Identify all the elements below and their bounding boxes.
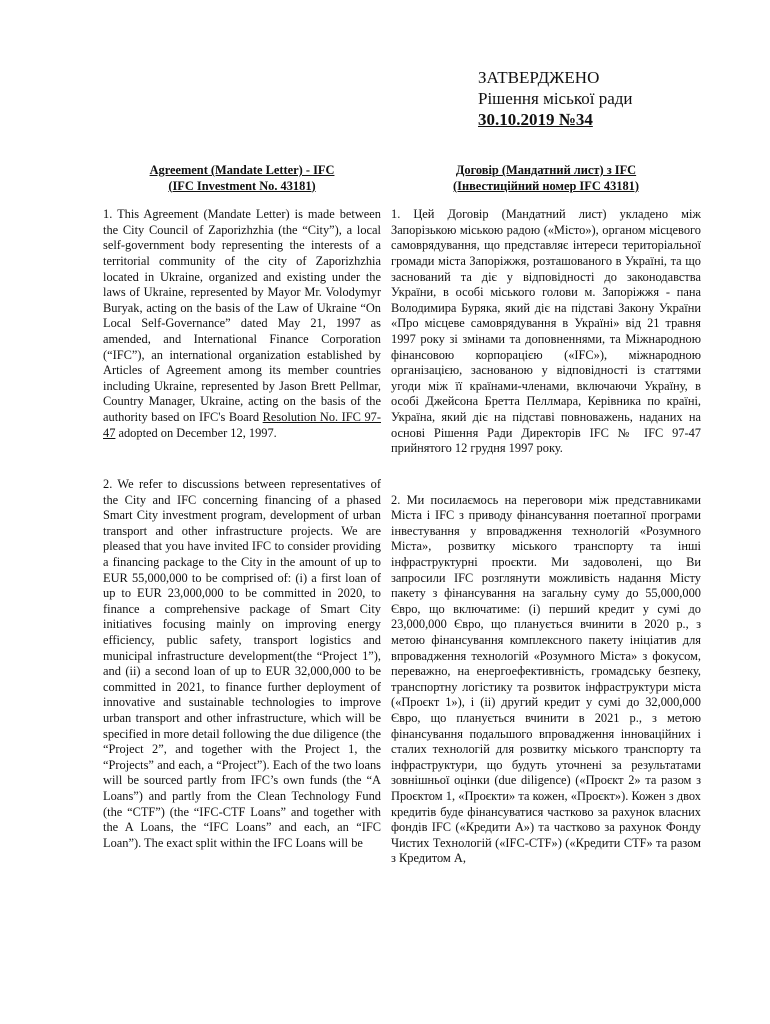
english-paragraph-1 xyxy=(103,207,381,441)
english-heading-line2: (IFC Investment No. 43181) xyxy=(168,178,316,193)
approval-stamp xyxy=(478,67,633,130)
english-heading-line1: Agreement (Mandate Letter) - IFC xyxy=(149,163,335,177)
approval-date: 30.10.2019 №34 xyxy=(478,110,593,129)
approval-decision: Рішення міської ради xyxy=(478,89,633,108)
ukrainian-heading-line1: Договір (Мандатний лист) з IFC xyxy=(455,163,637,177)
english-paragraph-1-end: adopted on December 12, 1997. xyxy=(115,425,277,440)
ukrainian-heading xyxy=(391,163,701,194)
ukrainian-paragraph-2: 2. Ми посилаємось на переговори між представниками Міста і IFC з приводу фінансування поетапної програми інвестування у впровадження технологій «Розумного Міста», розвитку міського транспорту та інші інфраструктурні проєкти. Ми задоволені, що Ви запросили IFC розглянути можливість надання Місту пакету з фінансування на загальну суму до 55,000,000 Євро, що включатиме: (i) перший кредит у сумі до 23,000,000 Євро, що планується вчинити в 2020 р., з метою фінансування комплексного пакету ініціатив для впровадження технологій «Розумного Міста» з фокусом, переважно, на енергоефективність, громадську безпеку, транспортну логістику та розвиток інфраструктури міста («Проєкт 1»), і (ii) другий кредит у сумі до 32,000,000 Євро, що планується вчинити в 2021 р., з метою фінансування подальшого впровадження інноваційних і сталих технологій для розвитку міського транспорту та інфраструктури, що будуть уточнені за результатами зовнішньої оцінки (due diligence) («Проєкт 2» та разом з Проєктом 1, «Проєкти» та кожен, «Проєкт»). Кожен з двох кредитів буде фінансуватися частково за рахунок власних фондів IFC («Кредити А») та частково за рахунок Фонду Чистих Технологій («IFC-CTF») («Кредити CTF» та разом з Кредитом А, xyxy=(391,492,701,866)
resolution-reference: Resolution No. IFC 97-47 xyxy=(103,409,381,440)
english-heading xyxy=(103,163,381,194)
ukrainian-paragraph-1: 1. Цей Договір (Мандатний лист) укладено між Запорізькою міською радою («Місто»), органом місцевого самоврядування, що представляє інтереси територіальної громади міста Запоріжжя, розташованого в Україні, та що заснований та діє у відповідності до законодавства України, в особі міського голови м. Запоріжжя - пана Володимира Буряка, який діє на підставі Закону України «Про місцеве самоврядування в Україні» від 21 травня 1997 року зі змінами та доповненнями, та Міжнародною фінансовою корпорацією («IFC»), міжнародною організацією, заснованою у відповідності із статтями угоди між її країнами-членами, включаючи Україну, в особі Джейсона Бретта Пеллмара, Керівника по країні, Україна, який діє на підставі повноважень, наданих на основі Рішення Ради Директорів IFC № IFC 97-47 прийнятого 12 грудня 1997 року. xyxy=(391,207,701,456)
english-paragraph-2: 2. We refer to discussions between representatives of the City and IFC concerning financing of a phased Smart City investment program, development of urban transport and other infrastructure projects. We are pleased that you have invited IFC to consider providing a financing package to the City in the amount of up to EUR 55,000,000 to be comprised of: (i) a first loan of up to EUR 23,000,000 to be committed in 2020, to finance a comprehensive package of Smart City initiatives focusing mainly on improving energy efficiency, public safety, transport logistics and municipal infrastructure development(the “Project 1”), and (ii) a second loan of up to EUR 32,000,000 to be committed in 2021, to finance further deployment of innovative and sustainable technologies to improve urban transport and other infrastructure, which will be specified in more detail following the due diligence (the “Project 2”, and together with the Project 1, the “Projects” and each, a “Project”). Each of the two loans will be sourced partly from IFC’s own funds (the “A Loans”) and partly from the Clean Technology Fund (the “CTF”) (the “IFC-CTF Loans” and together with the A Loans, the “IFC Loans” and each, an “IFC Loan”). The exact split within the IFC Loans will be xyxy=(103,477,382,850)
ukrainian-column xyxy=(391,163,701,867)
approval-title: ЗАТВЕРДЖЕНО xyxy=(478,68,600,87)
ukrainian-heading-line2: (Інвестиційний номер IFC 43181) xyxy=(453,178,639,193)
english-column xyxy=(103,163,381,851)
english-paragraph-1-text: 1. This Agreement (Mandate Letter) is made between the City Council of Zaporizhzhia (the “City”), a local self-government body representing the interests of a territorial community of the city of Zaporizhzhia located in Ukraine, organized and existing under the laws of Ukraine, represented by Mayor Mr. Volodymyr Buryak, acting on the basis of the Law of Ukraine “On Local Self-Governance” dated May 21, 1997 as amended, and International Finance Corporation (“IFC”), an international organization established by Articles of Agreement among its member countries including Ukraine, represented by Jason Brett Pellmar, Country Manager, Ukraine, acting on the basis of the authority based on IFC's Board xyxy=(103,207,381,424)
